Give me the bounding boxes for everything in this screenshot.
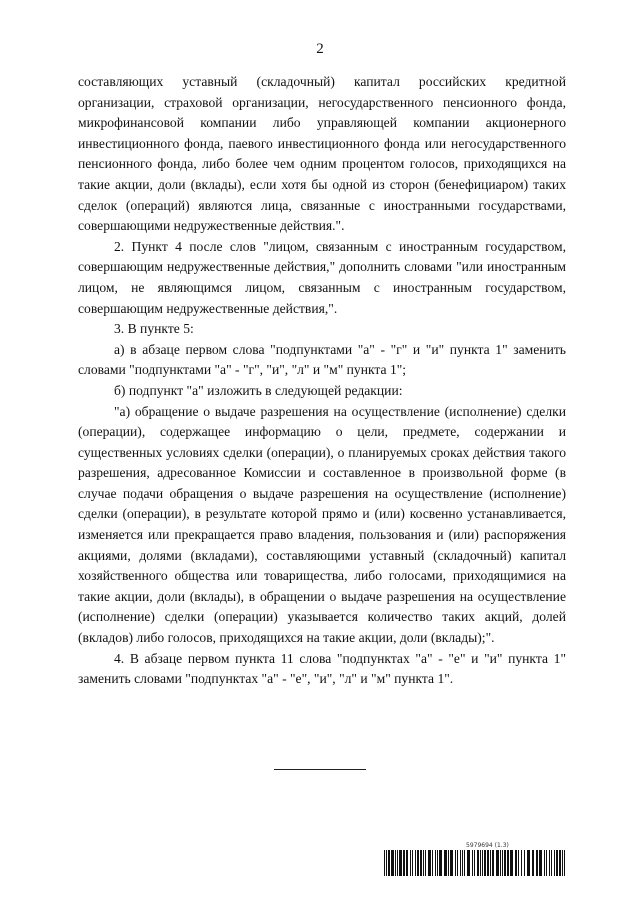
- barcode-bar: [554, 850, 555, 876]
- barcode-bar: [518, 850, 519, 876]
- barcode-bar: [549, 850, 550, 876]
- barcode-bar: [425, 850, 426, 876]
- barcode-bar: [490, 850, 491, 876]
- barcode: [384, 850, 566, 876]
- barcode-bar: [462, 850, 463, 876]
- barcode-bar: [480, 850, 481, 876]
- barcode-bar: [412, 850, 413, 876]
- barcode-bar: [397, 850, 398, 876]
- barcode-bar: [524, 850, 525, 876]
- barcode-bar: [444, 850, 447, 876]
- document-body: [78, 72, 566, 690]
- paragraph-item-3: 3. В пункте 5:: [114, 321, 194, 337]
- barcode-bar: [403, 850, 405, 876]
- document-code: 5979694 (1.3): [466, 842, 509, 849]
- barcode-bar: [496, 850, 499, 876]
- barcode-bar: [539, 850, 542, 876]
- barcode-bar: [395, 850, 396, 876]
- barcode-bar: [527, 850, 530, 876]
- barcode-bar: [439, 850, 442, 876]
- barcode-bar: [406, 850, 408, 876]
- barcode-bar: [551, 850, 552, 876]
- barcode-bar: [532, 850, 534, 876]
- barcode-bar: [500, 850, 501, 876]
- barcode-bar: [472, 850, 473, 876]
- barcode-bar: [482, 850, 483, 876]
- barcode-bar: [477, 850, 479, 876]
- barcode-bar: [432, 850, 433, 876]
- barcode-bar: [521, 850, 522, 876]
- barcode-bar: [546, 850, 547, 876]
- barcode-bar: [515, 850, 517, 876]
- barcode-bar: [504, 850, 506, 876]
- barcode-bar: [410, 850, 411, 876]
- barcode-bar: [455, 850, 456, 876]
- barcode-bar: [559, 850, 561, 876]
- barcode-bar: [423, 850, 424, 876]
- barcode-bar: [457, 850, 458, 876]
- barcode-bar: [399, 850, 402, 876]
- end-separator-line: [274, 769, 366, 770]
- barcode-bar: [492, 850, 494, 876]
- barcode-bar: [386, 850, 387, 876]
- barcode-bar: [562, 850, 563, 876]
- paragraph-continuation: составляющих уставный (складочный) капитал российских кредитной организации, страховой организации, негосударственного пенсионного фонда, микрофинансовой компании либо управляющей компании акционерного инвестиционного фонда, паевого инвестиционного фонда или негосударственного пенсионного фонда, либо более чем одним процентом голосов, приходящихся на такие акции, доли (вклады), если хотя бы одной из сторон (бенефициаром) таких сделок (операций) являются лица, связанные с иностранными государствами, совершающими недружественные действия.".: [78, 74, 566, 234]
- barcode-bar: [536, 850, 538, 876]
- barcode-bar: [464, 850, 465, 876]
- barcode-bar: [502, 850, 503, 876]
- paragraph-item-2: 2. Пункт 4 после слов "лицом, связанным с иностранным государством, совершающим недружественные действия," дополнить словами "или иностранным лицом, не являющимся лицом, связанным с иностранным государством, совершающим недружественные действия,".: [78, 238, 566, 316]
- barcode-bar: [450, 850, 453, 876]
- paragraph-subitem-b: б) подпункт "а" изложить в следующей редакции:: [114, 382, 403, 398]
- barcode-bar: [507, 850, 509, 876]
- barcode-bar: [428, 850, 431, 876]
- paragraph-item-4: 4. В абзаце первом пункта 11 слова "подпунктах "а" - "е" и "и" пункта 1" заменить словами "подпунктах "а" - "е", "и", "л" и "м" пункта 1".: [78, 650, 566, 687]
- barcode-bar: [448, 850, 449, 876]
- paragraph-subitem-a: а) в абзаце первом слова "подпунктами "а" - "г" и "и" пункта 1" заменить словами "подпунктами "а" - "г", "и", "л" и "м" пункта 1";: [78, 341, 566, 378]
- barcode-bar: [564, 850, 565, 876]
- barcode-bar: [544, 850, 545, 876]
- page-number: 2: [316, 41, 324, 57]
- barcode-bar: [487, 850, 489, 876]
- barcode-bar: [384, 850, 385, 876]
- barcode-bar: [460, 850, 461, 876]
- barcode-bar: [556, 850, 558, 876]
- paragraph-quoted-text: "а) обращение о выдаче разрешения на осуществление (исполнение) сделки (операции), содержащее информацию о цели, предмете, содержании и существенных условиях сделки (операции), о планируемых сроках действия такого разрешения, адресованное Комиссии и составленное в произвольной форме (в случае подачи обращения о выдаче разрешения на осуществление (исполнение) сделки (операции), в результате которой прямо и (или) косвенно устанавливается, изменяется или прекращается право владения, пользования и (или) распоряжения акциями, долями (вкладами), составляющими уставный (складочный) капитал хозяйственного общества или товарищества, либо голосами, приходящимися на такие акции, доли (вклады), в обращении о выдаче разрешения на осуществление (исполнение) сделки (операции) указывается количество таких акций, долей (вкладов) либо голосов, приходящихся на такие акции, доли (вклады);".: [78, 403, 566, 646]
- barcode-bar: [484, 850, 486, 876]
- barcode-bar: [467, 850, 470, 876]
- barcode-bar: [474, 850, 475, 876]
- barcode-bar: [417, 850, 419, 876]
- barcode-bar: [420, 850, 422, 876]
- barcode-bar: [510, 850, 513, 876]
- barcode-bar: [415, 850, 416, 876]
- barcode-bar: [435, 850, 436, 876]
- barcode-bar: [391, 850, 394, 876]
- barcode-bar: [388, 850, 390, 876]
- barcode-bar: [437, 850, 438, 876]
